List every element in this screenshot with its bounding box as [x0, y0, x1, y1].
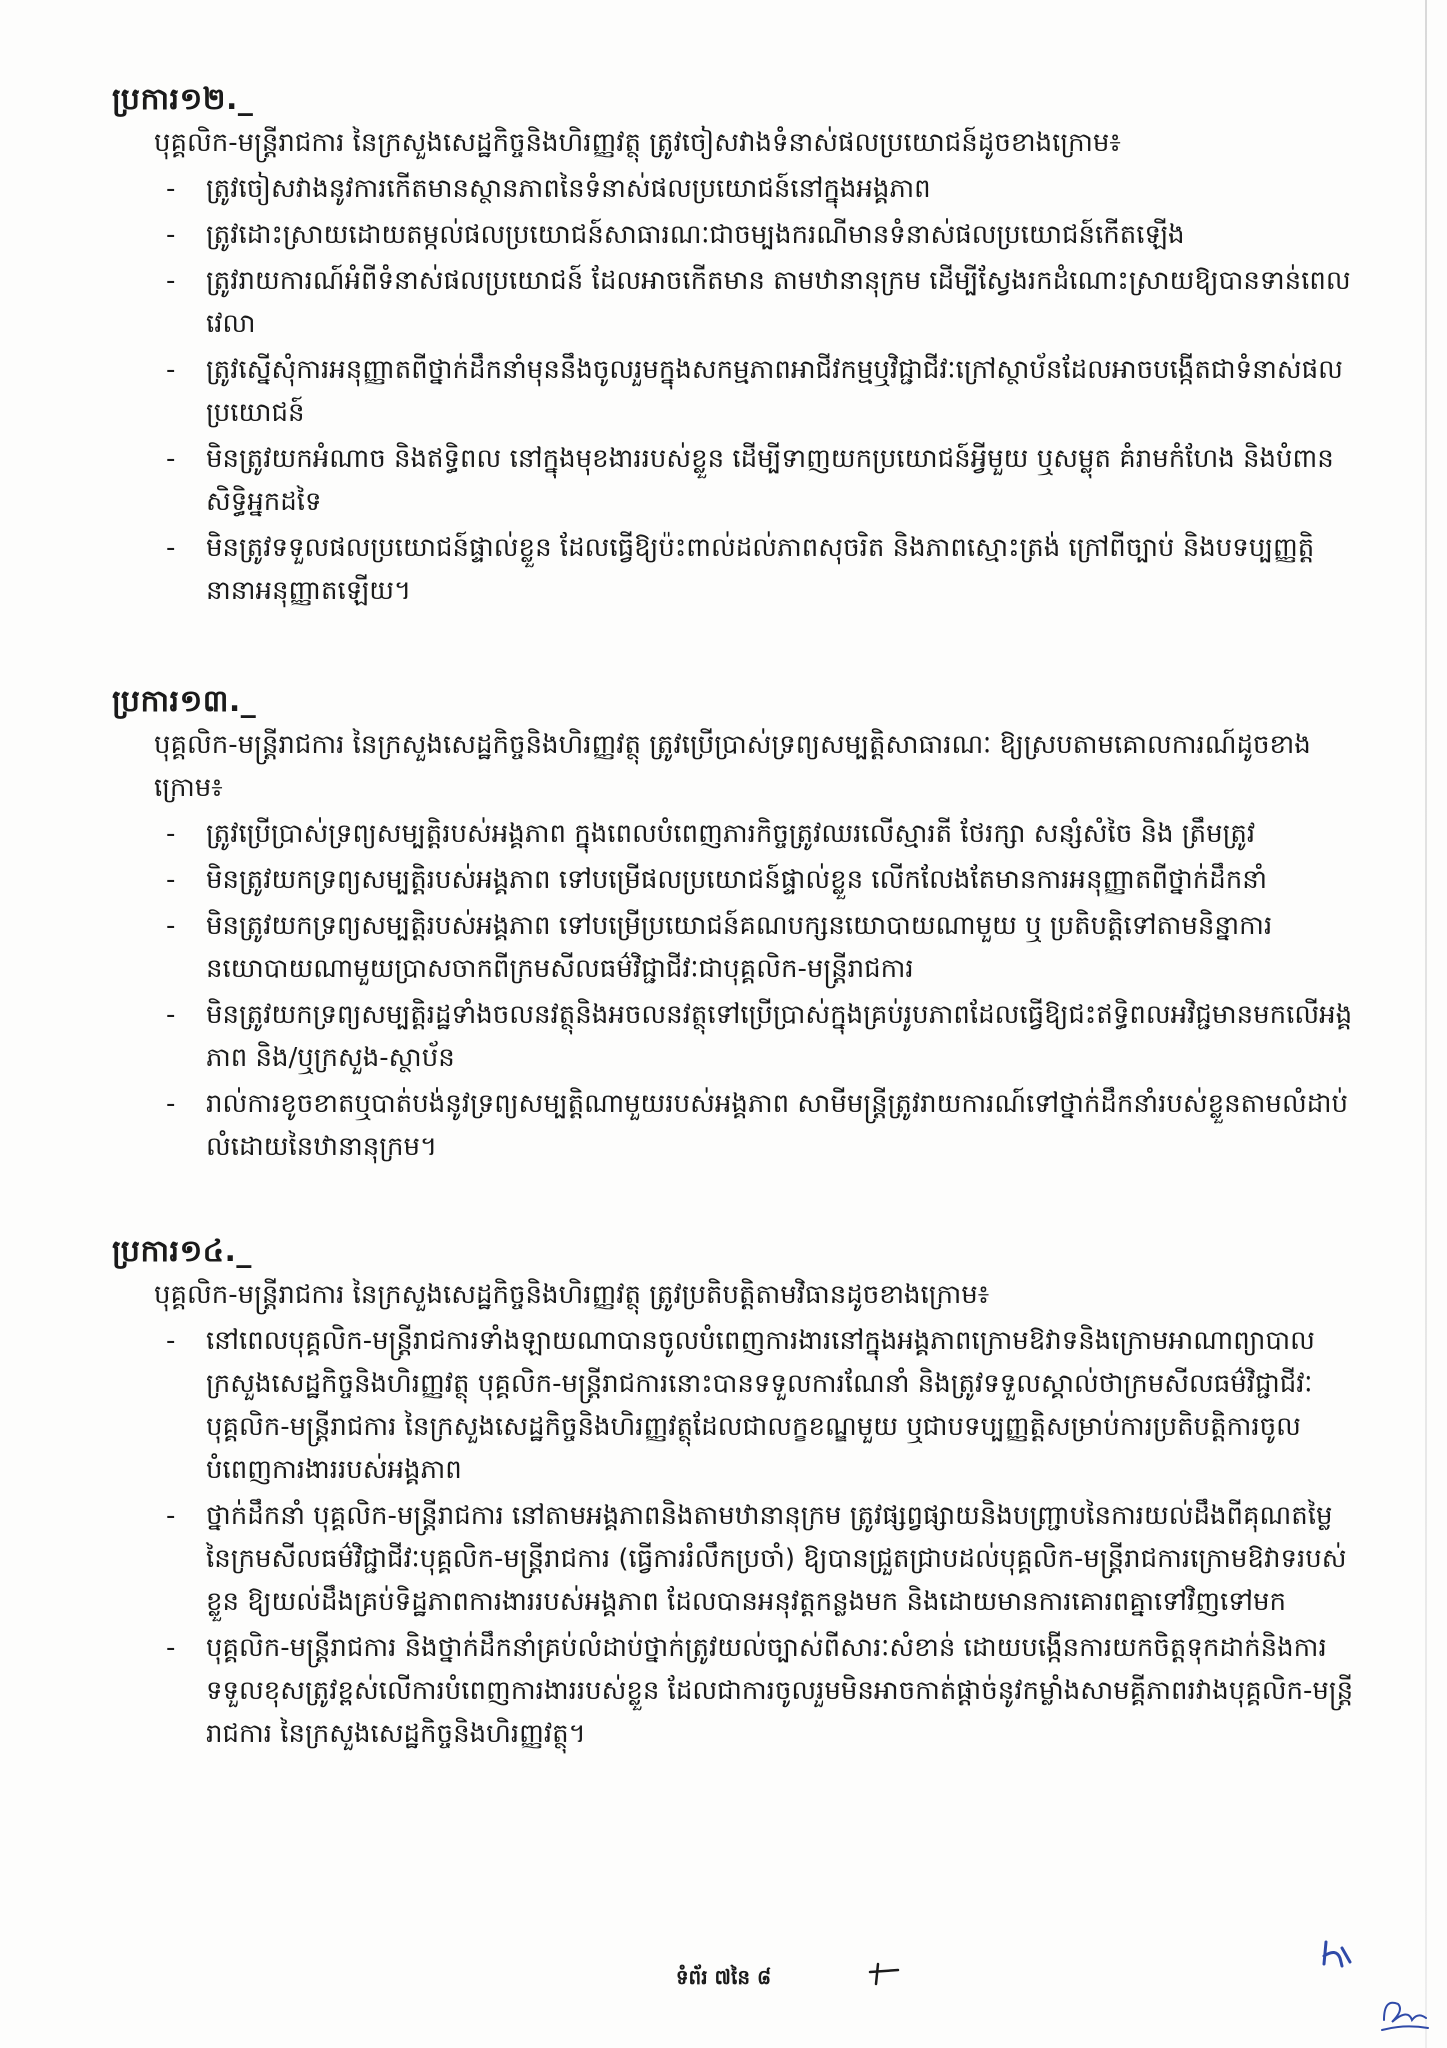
list-item-text: ត្រូវចៀសវាងនូវការកើតមានស្ថានភាពនៃទំនាស់ផលប្រយោជន៍នៅក្នុងអង្គភាព: [206, 174, 931, 204]
list-marker: -: [166, 1501, 176, 1531]
list-marker: -: [166, 819, 176, 849]
handwritten-initial-mark: [1320, 1938, 1360, 1981]
list-item-text: រាល់ការខូចខាតឬបាត់បង់នូវទ្រព្យសម្បត្តិណាមួយរបស់អង្គភាព សាមីមន្ត្រីត្រូវរាយការណ៍ទៅថ្នាក់ដឹកនាំរបស់ខ្លួនតាមលំដាប់លំដោយនៃឋានានុក្រម។: [206, 1089, 1348, 1162]
article-items: [112, 813, 1352, 1169]
list-marker: -: [166, 266, 176, 296]
article-12: [112, 78, 1352, 613]
list-item: [112, 859, 1356, 902]
list-marker: -: [166, 174, 176, 204]
list-item-text: ថ្នាក់ដឹកនាំ បុគ្គលិក-មន្ត្រីរាជការ នៅតាមអង្គភាពនិងតាមឋានានុក្រម ត្រូវផ្សព្វផ្សាយនិងបញ្ជ្រាបនៃការយល់ដឹងពីគុណតម្លៃនៃក្រមសីលធម៌វិជ្ជាជីវៈបុគ្គលិក-មន្ត្រីរាជការ (ធ្វើការរំលឹកប្រចាំ) ឱ្យបានជ្រួតជ្រាបដល់បុគ្គលិក-មន្ត្រីរាជការក្រោមឱវាទរបស់ខ្លួន ឱ្យយល់ដឹងគ្រប់ទិដ្ឋភាពការងាររបស់អង្គភាព ដែលបានអនុវត្តកន្លងមក និងដោយមានការគោរពគ្នាទៅវិញទៅមក: [206, 1501, 1347, 1617]
article-intro: បុគ្គលិក-មន្ត្រីរាជការ នៃក្រសួងសេដ្ឋកិច្ចនិងហិរញ្ញវត្ថុ ត្រូវប្រតិបត្តិតាមវិធានដូចខាងក្រោម៖: [154, 1280, 990, 1310]
list-marker: -: [166, 1326, 176, 1356]
list-item: [112, 1320, 1356, 1492]
list-item: [112, 1627, 1356, 1756]
article-intro: បុគ្គលិក-មន្ត្រីរាជការ នៃក្រសួងសេដ្ឋកិច្ចនិងហិរញ្ញវត្ថុ ត្រូវប្រើប្រាស់ទ្រព្យសម្បត្តិសាធារណៈ ឱ្យស្របតាមគោលការណ៍ដូចខាងក្រោម៖: [154, 730, 1311, 803]
list-item-text: ត្រូវស្នើសុំការអនុញ្ញាតពីថ្នាក់ដឹកនាំមុននឹងចូលរួមក្នុងសកម្មភាពអាជីវកម្មឬវិជ្ជាជីវៈក្រៅស្ថាប័នដែលអាចបង្កើតជាទំនាស់ផលប្រយោជន៍: [206, 355, 1343, 428]
list-marker: -: [166, 1633, 176, 1663]
article-items: [112, 1320, 1352, 1756]
list-item: [112, 813, 1356, 856]
list-item-text: មិនត្រូវទទួលផលប្រយោជន៍ផ្ទាល់ខ្លួន ដែលធ្វើឱ្យប៉ះពាល់ដល់ភាពសុចរិត និងភាពស្មោះត្រង់ ក្រៅពីច្បាប់ និងបទប្បញ្ញត្តិនានាអនុញ្ញាតឡើយ។: [206, 533, 1315, 606]
list-item: [112, 168, 1356, 211]
article-13: [112, 680, 1352, 1169]
list-marker: -: [166, 911, 176, 941]
list-item-text: មិនត្រូវយកទ្រព្យសម្បត្តិរបស់អង្គភាព ទៅបម្រើផលប្រយោជន៍ផ្ទាល់ខ្លួន លើកលែងតែមានការអនុញ្ញាតពីថ្នាក់ដឹកនាំ: [206, 865, 1267, 895]
article-title: ប្រការ១៤._: [112, 1234, 252, 1269]
list-marker: -: [166, 533, 176, 563]
list-item-text: នៅពេលបុគ្គលិក-មន្ត្រីរាជការទាំងឡាយណាបានចូលបំពេញការងារនៅក្នុងអង្គភាពក្រោមឱវាទនិងក្រោមអាណាព្យាបាលក្រសួងសេដ្ឋកិច្ចនិងហិរញ្ញវត្ថុ បុគ្គលិក-មន្ត្រីរាជការនោះបានទទួលការណែនាំ និងត្រូវទទួលស្គាល់ថាក្រមសីលធម៌វិជ្ជាជីវៈបុគ្គលិក-មន្ត្រីរាជការ នៃក្រសួងសេដ្ឋកិច្ចនិងហិរញ្ញវត្ថុដែលជាលក្ខខណ្ឌមួយ ឬជាបទប្បញ្ញត្តិសម្រាប់ការប្រតិបត្តិការចូលបំពេញការងាររបស់អង្គភាព: [206, 1326, 1315, 1485]
list-item: [112, 1495, 1356, 1624]
list-marker: -: [166, 1000, 176, 1030]
list-marker: -: [166, 355, 176, 385]
article-items: [112, 168, 1352, 613]
article-intro: បុគ្គលិក-មន្ត្រីរាជការ នៃក្រសួងសេដ្ឋកិច្ចនិងហិរញ្ញវត្ថុ ត្រូវចៀសវាងទំនាស់ផលប្រយោជន៍ដូចខាងក្រោម៖: [154, 128, 1121, 158]
article-title: ប្រការ១២._: [112, 82, 254, 117]
list-item-text: មិនត្រូវយកអំណាច និងឥទ្ធិពល នៅក្នុងមុខងាររបស់ខ្លួន ដើម្បីទាញយកប្រយោជន៍អ្វីមួយ ឬសម្លុត គំរាមកំហែង និងបំពានសិទ្ធិអ្នកដទៃ: [206, 444, 1334, 517]
list-item: [112, 905, 1356, 991]
list-item-text: ត្រូវរាយការណ៍អំពីទំនាស់ផលប្រយោជន៍ ដែលអាចកើតមាន តាមឋានានុក្រម ដើម្បីស្វែងរកដំណោះស្រាយឱ្យបានទាន់ពេលវេលា: [206, 266, 1351, 339]
handwritten-tick-mark: [868, 1962, 902, 1990]
article-title: ប្រការ១៣._: [112, 684, 257, 719]
list-item: [112, 994, 1356, 1080]
handwritten-signature-mark: [1378, 1990, 1432, 2036]
list-item-text: ត្រូវដោះស្រាយដោយតម្កល់ផលប្រយោជន៍សាធារណៈជាចម្បងករណីមានទំនាស់ផលប្រយោជន៍កើតឡើង: [206, 220, 1185, 250]
list-item: [112, 260, 1356, 346]
list-item-text: ត្រូវប្រើប្រាស់ទ្រព្យសម្បត្តិរបស់អង្គភាព ក្នុងពេលបំពេញភារកិច្ចត្រូវឈរលើស្មារតី ថែរក្សា សន្សំសំចៃ និង ត្រឹមត្រូវ: [206, 819, 1256, 849]
list-item: [112, 527, 1356, 613]
list-marker: -: [166, 1089, 176, 1119]
list-marker: -: [166, 865, 176, 895]
scan-edge: [1425, 0, 1427, 2048]
list-item: [112, 349, 1356, 435]
list-item: [112, 1083, 1356, 1169]
list-item: [112, 438, 1356, 524]
list-item-text: មិនត្រូវយកទ្រព្យសម្បត្តិរដ្ឋទាំងចលនវត្ថុនិងអចលនវត្ថុទៅប្រើប្រាស់ក្នុងគ្រប់រូបភាពដែលធ្វើឱ្យជះឥទ្ធិពលអវិជ្ជមានមកលើអង្គភាព និង/ឬក្រសួង-ស្ថាប័ន: [206, 1000, 1353, 1073]
list-item-text: មិនត្រូវយកទ្រព្យសម្បត្តិរបស់អង្គភាព ទៅបម្រើប្រយោជន៍គណបក្សនយោបាយណាមួយ ឬ ប្រតិបត្តិទៅតាមនិន្នាការនយោបាយណាមួយប្រាសចាកពីក្រមសីលធម៌វិជ្ជាជីវៈជាបុគ្គលិក-មន្ត្រីរាជការ: [206, 911, 1273, 984]
list-marker: -: [166, 444, 176, 474]
page-number: ទំព័រ ៧នៃ ៨: [675, 1965, 772, 1989]
list-item-text: បុគ្គលិក-មន្ត្រីរាជការ និងថ្នាក់ដឹកនាំគ្រប់លំដាប់ថ្នាក់ត្រូវយល់ច្បាស់ពីសារៈសំខាន់ ដោយបង្កើនការយកចិត្តទុកដាក់និងការទទួលខុសត្រូវខ្ពស់លើការបំពេញការងាររបស់ខ្លួន ដែលជាការចូលរួមមិនអាចកាត់ផ្តាច់នូវកម្លាំងសាមគ្គីភាពរវាងបុគ្គលិក-មន្ត្រីរាជការ នៃក្រសួងសេដ្ឋកិច្ចនិងហិរញ្ញវត្ថុ។: [206, 1633, 1354, 1749]
article-14: [112, 1230, 1352, 1756]
list-item: [112, 214, 1356, 257]
list-marker: -: [166, 220, 176, 250]
